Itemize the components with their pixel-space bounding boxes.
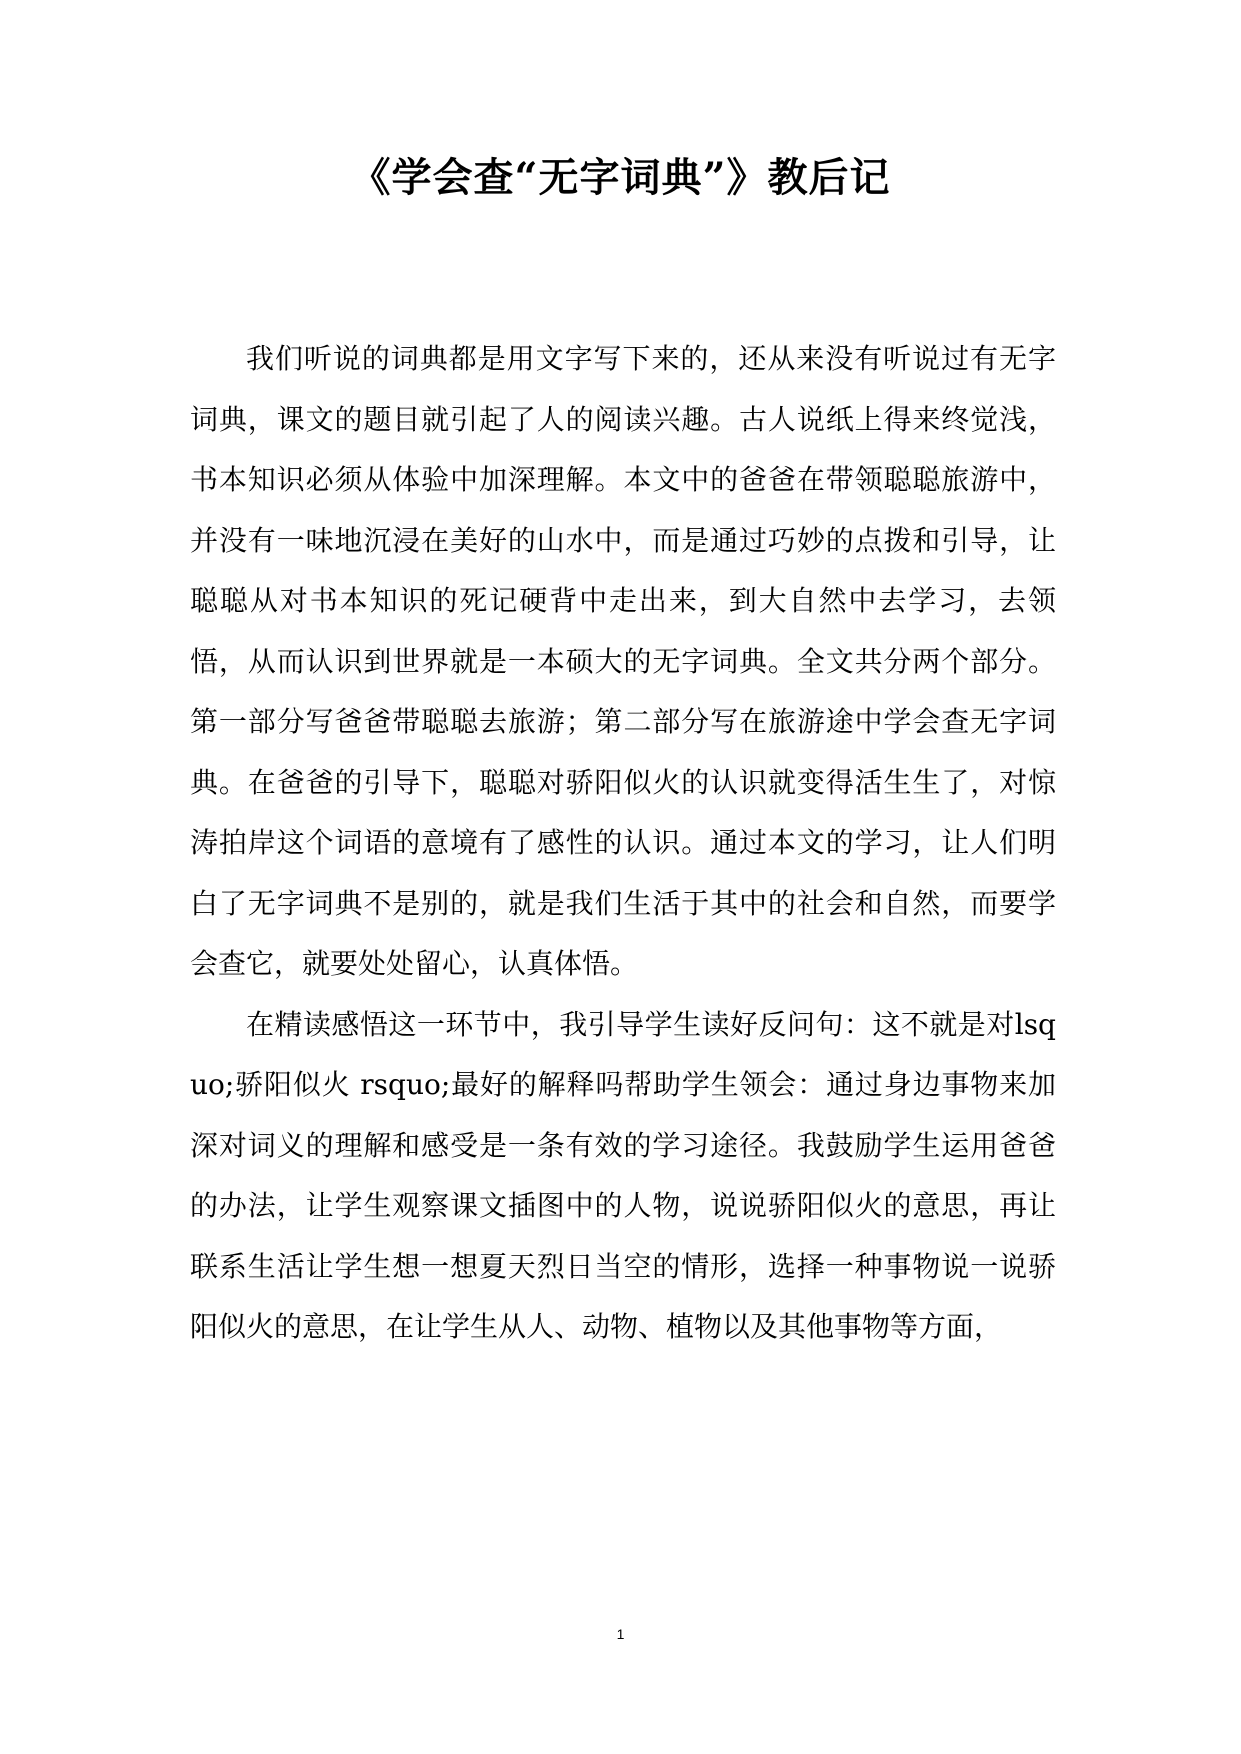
- paragraph: 在精读感悟这一环节中，我引导学生读好反问句：这不就是对lsquo;骄阳似火 rsquo;最好的解释吗帮助学生领会：通过身边事物来加深对词义的理解和感受是一条有效的学习途径。我鼓励学生运用爸爸的办法，让学生观察课文插图中的人物，说说骄阳似火的意思，再让联系生活让学生想一想夏天烈日当空的情形，选择一种事物说一说骄阳似火的意思，在让学生从人、动物、植物以及其他事物等方面，: [190, 1007, 1056, 1343]
- document-body: [190, 329, 1056, 1358]
- document-title: 《学会查“无字词典”》教后记: [350, 154, 891, 201]
- page-number: 1: [616, 1626, 625, 1642]
- paragraph: 我们听说的词典都是用文字写下来的，还从来没有听说过有无字词典，课文的题目就引起了人的阅读兴趣。古人说纸上得来终觉浅，书本知识必须从体验中加深理解。本文中的爸爸在带领聪聪旅游中，并没有一味地沉浸在美好的山水中，而是通过巧妙的点拨和引导，让聪聪从对书本知识的死记硬背中走出来，到大自然中去学习，去领悟，从而认识到世界就是一本硕大的无字词典。全文共分两个部分。第一部分写爸爸带聪聪去旅游；第二部分写在旅游途中学会查无字词典。在爸爸的引导下，聪聪对骄阳似火的认识就变得活生生了，对惊涛拍岸这个词语的意境有了感性的认识。通过本文的学习，让人们明白了无字词典不是别的，就是我们生活于其中的社会和自然，而要学会查它，就要处处留心，认真体悟。: [190, 342, 1056, 980]
